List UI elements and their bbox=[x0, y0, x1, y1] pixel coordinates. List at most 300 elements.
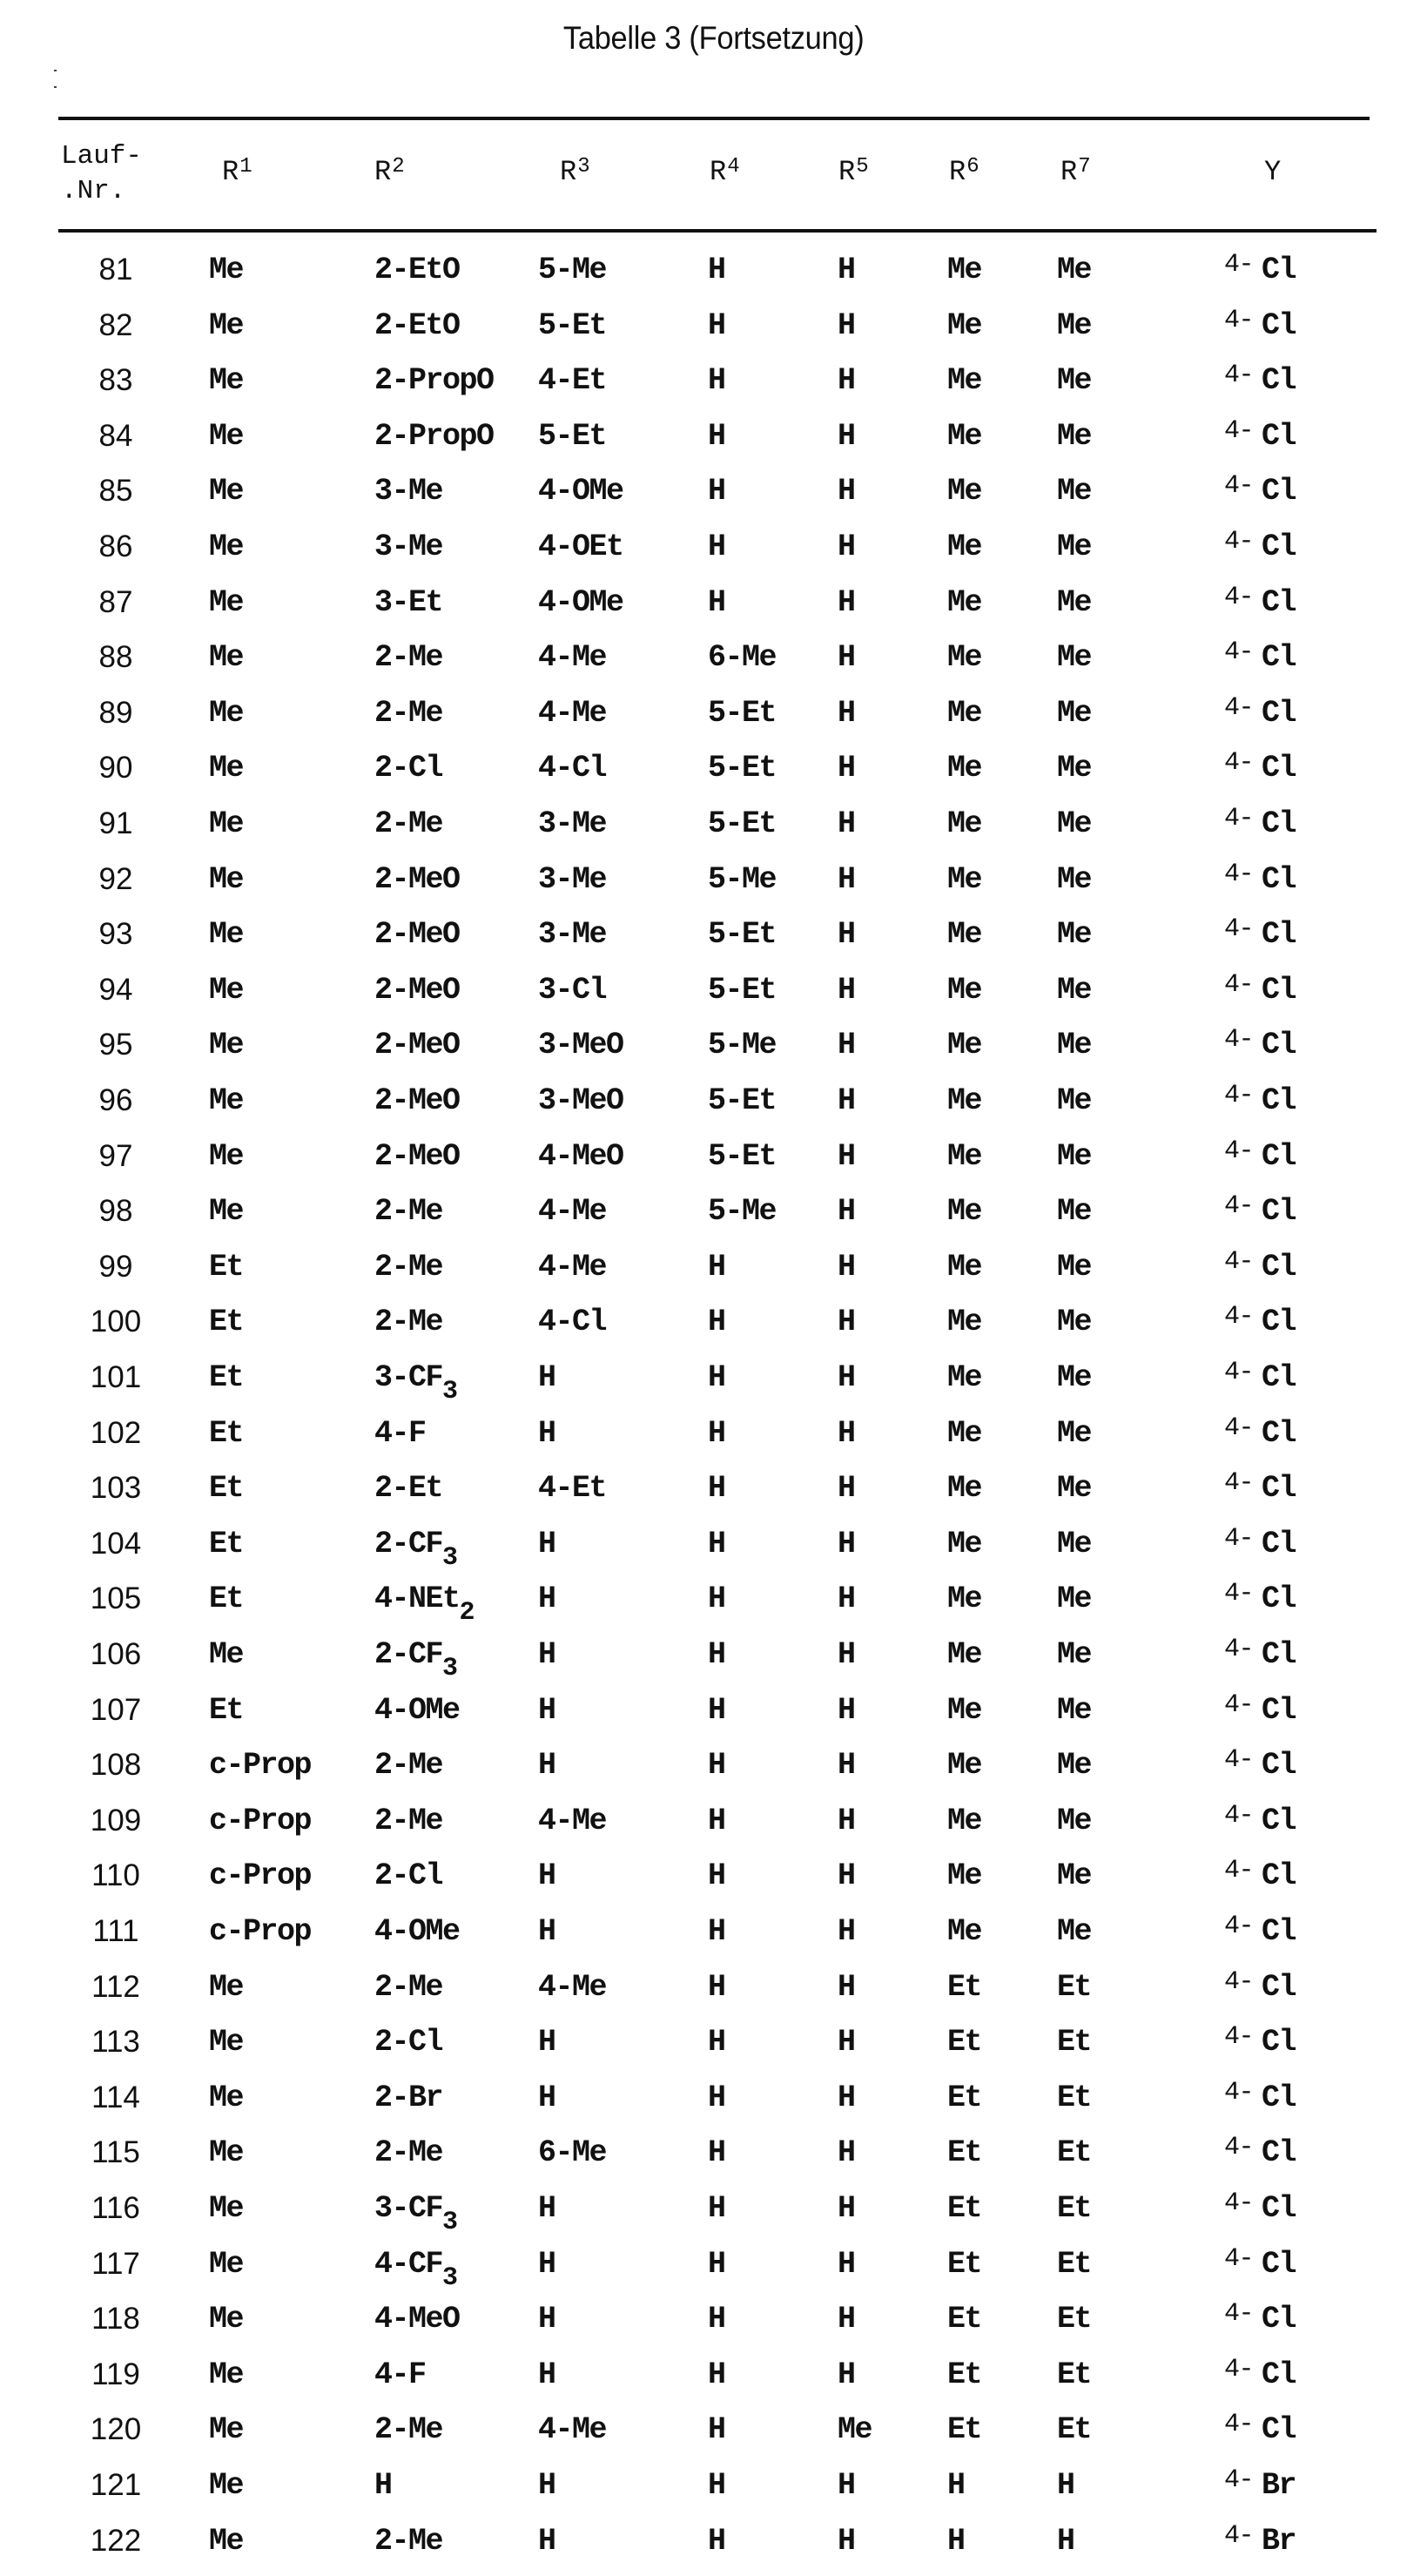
cell-r6 bbox=[947, 640, 981, 675]
cell-text: 120 bbox=[90, 2412, 142, 2446]
cell-text: Me bbox=[947, 253, 982, 287]
cell-r1 bbox=[209, 1858, 311, 1893]
cell-text: Me bbox=[209, 1970, 244, 2005]
cell-r6 bbox=[947, 1139, 981, 1174]
table-row bbox=[0, 1191, 1427, 1246]
cell-text: H bbox=[838, 2357, 855, 2392]
cell-run-number bbox=[81, 806, 151, 841]
header-r2: $R^2$ bbox=[374, 155, 405, 188]
cell-r3 bbox=[538, 1804, 606, 1838]
cell-text: Me bbox=[1057, 308, 1092, 343]
cell-text: 115 bbox=[91, 2135, 140, 2169]
cell-text: Et bbox=[947, 2357, 982, 2392]
table-row bbox=[0, 363, 1427, 415]
cell-run-number bbox=[81, 2357, 151, 2392]
header-r5: $R^5$ bbox=[838, 155, 869, 188]
cell-text: 5-Et bbox=[708, 806, 777, 841]
cell-text: Et bbox=[1057, 1970, 1092, 2005]
table-row bbox=[0, 2244, 1427, 2299]
cell-r6 bbox=[947, 2247, 981, 2282]
cell-r7 bbox=[1057, 474, 1091, 509]
cell-text: Me bbox=[1057, 1581, 1092, 1616]
cell-r3 bbox=[538, 2135, 606, 2170]
y-position: 4- bbox=[1224, 306, 1254, 335]
cell-r4 bbox=[708, 1028, 776, 1062]
cell-text: Me bbox=[209, 2191, 244, 2226]
cell-text: H bbox=[708, 1858, 725, 1893]
cell-text: 97 bbox=[98, 1139, 133, 1173]
cell-r4 bbox=[708, 2524, 725, 2559]
cell-r2 bbox=[374, 1305, 442, 1339]
cell-r4 bbox=[708, 1250, 725, 1285]
cell-r6 bbox=[947, 1693, 981, 1728]
cell-text: Me bbox=[1057, 1305, 1092, 1339]
cell-text: Et bbox=[209, 1527, 244, 1561]
cell-text: 5-Me bbox=[708, 1028, 777, 1062]
cell-r4 bbox=[708, 1637, 725, 1672]
cell-r6 bbox=[947, 308, 981, 343]
cell-text: 3-Me bbox=[538, 862, 607, 897]
table-row bbox=[0, 1302, 1427, 1357]
cell-r1 bbox=[209, 253, 243, 287]
cell-text: 4-F bbox=[374, 1416, 426, 1451]
cell-text: H bbox=[838, 1804, 855, 1838]
table-row bbox=[0, 2299, 1427, 2354]
cell-r5 bbox=[838, 474, 855, 509]
cell-text: 2-EtO bbox=[374, 308, 460, 343]
cell-r5 bbox=[838, 806, 855, 841]
cell-r4 bbox=[708, 917, 776, 952]
cell-text: H bbox=[838, 2080, 855, 2115]
cell-y bbox=[1224, 2299, 1296, 2338]
cell-text: H bbox=[838, 585, 855, 620]
cell-text: 2-Me bbox=[374, 1748, 443, 1783]
cell-y bbox=[1224, 748, 1296, 787]
cell-text: 102 bbox=[90, 1416, 142, 1450]
cell-text: Me bbox=[1057, 696, 1092, 731]
cell-r6 bbox=[947, 2468, 965, 2503]
y-position: 4- bbox=[1224, 1468, 1254, 1498]
cell-y bbox=[1224, 2244, 1296, 2283]
cell-r1 bbox=[209, 2191, 243, 2226]
cell-text: Et bbox=[1057, 2412, 1092, 2447]
cell-text: 5-Et bbox=[708, 1083, 777, 1118]
y-substituent: Cl bbox=[1262, 973, 1296, 1008]
cell-r7 bbox=[1057, 585, 1091, 620]
cell-r1 bbox=[209, 585, 243, 620]
cell-text: 84 bbox=[98, 419, 133, 453]
y-substituent: Cl bbox=[1262, 1581, 1296, 1616]
cell-text: Me bbox=[1057, 1083, 1092, 1118]
table-title: Tabelle 3 (Fortsetzung) bbox=[562, 20, 865, 56]
cell-r4 bbox=[708, 1305, 725, 1339]
cell-text: H bbox=[838, 253, 855, 287]
cell-r3 bbox=[538, 1748, 555, 1783]
cell-text: H bbox=[838, 1305, 855, 1339]
cell-text: 105 bbox=[90, 1581, 142, 1615]
cell-r5 bbox=[838, 973, 855, 1008]
cell-r7 bbox=[1057, 308, 1091, 343]
cell-text: H bbox=[708, 1305, 725, 1339]
cell-run-number bbox=[81, 419, 151, 454]
cell-run-number bbox=[81, 1194, 151, 1229]
cell-r4 bbox=[708, 2191, 725, 2226]
cell-text: Me bbox=[1057, 1139, 1092, 1174]
cell-r1 bbox=[209, 2357, 243, 2392]
cell-r3 bbox=[538, 751, 606, 786]
cell-text: Me bbox=[209, 1637, 244, 1672]
cell-r1 bbox=[209, 1471, 243, 1506]
cell-text: Me bbox=[947, 1360, 982, 1395]
cell-text: 89 bbox=[98, 696, 133, 730]
cell-r7 bbox=[1057, 917, 1091, 952]
cell-text: 4-Cl bbox=[538, 751, 607, 786]
cell-text: Me bbox=[209, 308, 244, 343]
cell-r5 bbox=[838, 751, 855, 786]
cell-text: H bbox=[838, 308, 855, 343]
cell-text: H bbox=[838, 1858, 855, 1893]
cell-y bbox=[1224, 637, 1296, 677]
cell-text: 87 bbox=[98, 585, 133, 619]
cell-r7 bbox=[1057, 1804, 1091, 1838]
cell-r5 bbox=[838, 2468, 855, 2503]
cell-r1 bbox=[209, 1693, 243, 1728]
cell-text: 107 bbox=[90, 1693, 142, 1727]
cell-r3 bbox=[538, 1194, 606, 1229]
cell-r5 bbox=[838, 640, 855, 675]
cell-text: 106 bbox=[90, 1637, 142, 1671]
cell-r5 bbox=[838, 2524, 855, 2559]
cell-text: H bbox=[708, 1748, 725, 1783]
cell-text: Et bbox=[947, 2191, 982, 2226]
cell-text: 111 bbox=[92, 1914, 139, 1948]
cell-text: Me bbox=[209, 2025, 244, 2060]
cell-r7 bbox=[1057, 973, 1091, 1008]
cell-text: Me bbox=[209, 917, 244, 952]
cell-text: 82 bbox=[98, 308, 133, 342]
table-row bbox=[0, 1413, 1427, 1468]
cell-r7 bbox=[1057, 2302, 1091, 2337]
y-substituent: Cl bbox=[1262, 1305, 1296, 1339]
table-row bbox=[0, 637, 1427, 692]
y-position: 4- bbox=[1224, 693, 1254, 723]
cell-text: 112 bbox=[91, 1970, 140, 2004]
cell-text: H bbox=[538, 2357, 555, 2392]
cell-text: H bbox=[838, 2468, 855, 2503]
cell-text: 81 bbox=[98, 253, 133, 287]
cell-r1 bbox=[209, 973, 243, 1008]
y-substituent: Br bbox=[1262, 2524, 1296, 2559]
cell-text: H bbox=[374, 2468, 392, 2503]
cell-text: 104 bbox=[90, 1527, 142, 1561]
cell-text: H bbox=[838, 1250, 855, 1285]
header-r6: $R^6$ bbox=[949, 155, 979, 188]
cell-r3 bbox=[538, 862, 606, 897]
cell-text: H bbox=[708, 1360, 725, 1395]
y-substituent: Br bbox=[1262, 2468, 1296, 2503]
cell-run-number bbox=[81, 1527, 151, 1561]
cell-text: 86 bbox=[98, 529, 133, 563]
cell-r2 bbox=[374, 917, 460, 952]
cell-text: Me bbox=[947, 1139, 982, 1174]
cell-r5 bbox=[838, 1194, 855, 1229]
cell-text: H bbox=[838, 2247, 855, 2282]
cell-r7 bbox=[1057, 1250, 1091, 1285]
cell-text: Me bbox=[209, 253, 244, 287]
y-position: 4- bbox=[1224, 2355, 1254, 2384]
cell-text: Me bbox=[1057, 529, 1092, 564]
cell-text: 4-MeO bbox=[538, 1139, 623, 1174]
cell-r6 bbox=[947, 2524, 965, 2559]
cell-text: H bbox=[708, 253, 725, 287]
cell-text: 113 bbox=[91, 2025, 140, 2059]
cell-text: H bbox=[838, 1527, 855, 1561]
cell-text: Et bbox=[209, 1471, 244, 1506]
cell-r7 bbox=[1057, 1139, 1091, 1174]
cell-text: 2-PropO bbox=[374, 363, 494, 398]
cell-run-number bbox=[81, 308, 151, 343]
cell-text: Me bbox=[209, 973, 244, 1008]
table-row bbox=[0, 1468, 1427, 1523]
cell-text: Et bbox=[947, 2135, 982, 2170]
y-position: 4- bbox=[1224, 2299, 1254, 2329]
cell-r4 bbox=[708, 585, 725, 620]
cell-run-number bbox=[81, 862, 151, 897]
cell-text: c-Prop bbox=[209, 1748, 312, 1783]
table-row bbox=[0, 1581, 1427, 1634]
cell-text: H bbox=[708, 1581, 725, 1616]
cell-text: 83 bbox=[98, 363, 133, 397]
cell-r5 bbox=[838, 1305, 855, 1339]
cell-r3 bbox=[538, 1914, 555, 1949]
y-position: 4- bbox=[1224, 2465, 1254, 2495]
cell-r2 bbox=[374, 1637, 457, 1683]
cell-text: Me bbox=[1057, 1804, 1092, 1838]
cell-text: Et bbox=[1057, 2302, 1092, 2337]
cell-y bbox=[1224, 862, 1296, 899]
cell-r7 bbox=[1057, 1637, 1091, 1672]
cell-r7 bbox=[1057, 806, 1091, 841]
table-row bbox=[0, 1083, 1427, 1136]
cell-text: 6-Me bbox=[708, 640, 777, 675]
table-row bbox=[0, 2022, 1427, 2077]
cell-r7 bbox=[1057, 1693, 1091, 1728]
cell-text: Me bbox=[947, 529, 982, 564]
cell-r3 bbox=[538, 2247, 555, 2282]
cell-r2 bbox=[374, 419, 494, 454]
cell-r2 bbox=[374, 1527, 457, 1573]
cell-r5 bbox=[838, 1748, 855, 1783]
cell-r4 bbox=[708, 1970, 725, 2005]
table-row bbox=[0, 1524, 1427, 1579]
cell-text: H bbox=[708, 2135, 725, 2170]
cell-text: H bbox=[708, 2025, 725, 2060]
cell-text: H bbox=[708, 308, 725, 343]
cell-y bbox=[1224, 1858, 1296, 1895]
cell-text: c-Prop bbox=[209, 1914, 312, 1949]
cell-r1 bbox=[209, 1748, 311, 1783]
cell-text: 122 bbox=[90, 2524, 142, 2558]
cell-y bbox=[1224, 970, 1296, 1009]
cell-r4 bbox=[708, 1416, 725, 1451]
cell-text: H bbox=[838, 1028, 855, 1062]
y-position: 4- bbox=[1224, 1302, 1254, 1332]
cell-text: Me bbox=[209, 585, 244, 620]
cell-text: H bbox=[708, 1416, 725, 1451]
cell-text: 2-Et bbox=[374, 1471, 443, 1506]
cell-text: 2-Me bbox=[374, 696, 443, 731]
cell-run-number bbox=[81, 1028, 151, 1062]
y-substituent: Cl bbox=[1262, 1970, 1296, 2005]
cell-text: 4-Me bbox=[538, 1804, 607, 1838]
cell-r1 bbox=[209, 917, 243, 952]
cell-text: 3-Et bbox=[374, 585, 443, 620]
cell-y bbox=[1224, 2465, 1296, 2505]
cell-r4 bbox=[708, 1194, 776, 1229]
cell-r3 bbox=[538, 308, 606, 343]
cell-text: H bbox=[708, 474, 725, 509]
cell-r6 bbox=[947, 1637, 981, 1672]
cell-text: H bbox=[1057, 2468, 1074, 2503]
cell-r2 bbox=[374, 308, 460, 343]
cell-r2 bbox=[374, 2135, 442, 2170]
cell-text: H bbox=[708, 363, 725, 398]
cell-text: Me bbox=[1057, 1028, 1092, 1062]
cell-r6 bbox=[947, 1804, 981, 1838]
cell-run-number bbox=[81, 253, 151, 287]
cell-r4 bbox=[708, 751, 776, 786]
cell-r4 bbox=[708, 1581, 725, 1616]
cell-r5 bbox=[838, 1581, 855, 1616]
cell-text: 2-Cl bbox=[374, 751, 443, 786]
cell-text: c-Prop bbox=[209, 1858, 312, 1893]
cell-text: H bbox=[538, 1360, 555, 1395]
cell-r7 bbox=[1057, 529, 1091, 564]
subscript: 3 bbox=[442, 1654, 457, 1683]
cell-text: H bbox=[838, 1139, 855, 1174]
y-position: 4- bbox=[1224, 583, 1254, 612]
cell-r7 bbox=[1057, 2524, 1074, 2559]
cell-text: 4-Me bbox=[538, 1250, 607, 1285]
cell-r5 bbox=[838, 308, 855, 343]
table-row bbox=[0, 1801, 1427, 1856]
y-substituent: Cl bbox=[1262, 1028, 1296, 1062]
table-row bbox=[0, 1136, 1427, 1191]
y-substituent: Cl bbox=[1262, 1194, 1296, 1229]
y-position: 4- bbox=[1224, 1635, 1254, 1664]
cell-r1 bbox=[209, 363, 243, 398]
cell-text: 2-PropO bbox=[374, 419, 494, 454]
y-position: 4- bbox=[1224, 361, 1254, 390]
subscript: 2 bbox=[459, 1598, 475, 1628]
cell-text: H bbox=[538, 2191, 555, 2226]
cell-text: 4-Et bbox=[538, 363, 607, 398]
cell-text: 2-MeO bbox=[374, 1028, 460, 1062]
cell-r4 bbox=[708, 419, 725, 454]
y-position: 4- bbox=[1224, 416, 1254, 446]
cell-text: 3-CF bbox=[374, 2191, 443, 2226]
cell-text: H bbox=[708, 2080, 725, 2115]
cell-text: 5-Et bbox=[708, 696, 777, 731]
cell-text: Me bbox=[209, 1194, 244, 1229]
cell-r1 bbox=[209, 1194, 243, 1229]
cell-run-number bbox=[81, 474, 151, 509]
cell-r5 bbox=[838, 1970, 855, 2005]
table-row bbox=[0, 2521, 1427, 2576]
cell-r3 bbox=[538, 2412, 606, 2447]
cell-r3 bbox=[538, 1305, 606, 1339]
cell-text: H bbox=[947, 2524, 965, 2559]
cell-r6 bbox=[947, 2025, 981, 2060]
y-substituent: Cl bbox=[1262, 751, 1296, 786]
table-row bbox=[0, 529, 1427, 582]
cell-r5 bbox=[838, 1471, 855, 1506]
cell-r2 bbox=[374, 2191, 457, 2237]
cell-text: Me bbox=[209, 2357, 244, 2392]
cell-r5 bbox=[838, 1416, 855, 1451]
cell-r4 bbox=[708, 2412, 725, 2447]
cell-r6 bbox=[947, 1028, 981, 1062]
cell-text: Me bbox=[209, 2468, 244, 2503]
cell-text: H bbox=[538, 2302, 555, 2337]
cell-r5 bbox=[838, 2080, 855, 2115]
cell-r3 bbox=[538, 973, 606, 1008]
cell-text: 2-Cl bbox=[374, 2025, 443, 2060]
cell-text: H bbox=[838, 1693, 855, 1728]
cell-run-number bbox=[81, 973, 151, 1008]
table-row bbox=[0, 2357, 1427, 2410]
cell-r2 bbox=[374, 973, 460, 1008]
cell-r5 bbox=[838, 1804, 855, 1838]
cell-r3 bbox=[538, 1637, 555, 1672]
cell-text: 2-MeO bbox=[374, 917, 460, 952]
cell-text: Me bbox=[1057, 419, 1092, 454]
subscript: 3 bbox=[442, 1377, 457, 1406]
subscript: 3 bbox=[442, 2263, 457, 2293]
cell-r5 bbox=[838, 1028, 855, 1062]
cell-r7 bbox=[1057, 1416, 1091, 1451]
cell-text: Me bbox=[1057, 1748, 1092, 1783]
cell-r7 bbox=[1057, 1748, 1091, 1783]
cell-r1 bbox=[209, 1139, 243, 1174]
cell-text: Me bbox=[1057, 1416, 1092, 1451]
y-position: 4- bbox=[1224, 2022, 1254, 2052]
cell-text: 85 bbox=[98, 474, 133, 508]
table-row bbox=[0, 806, 1427, 859]
y-position: 4- bbox=[1224, 748, 1254, 778]
cell-text: 4-OMe bbox=[374, 1693, 460, 1728]
cell-text: 4-F bbox=[374, 2357, 426, 2392]
cell-text: 2-CF bbox=[374, 1527, 443, 1561]
cell-text: Me bbox=[947, 1083, 982, 1118]
cell-r2 bbox=[374, 253, 460, 287]
table-row bbox=[0, 1690, 1427, 1745]
y-substituent: Cl bbox=[1262, 917, 1296, 952]
cell-r7 bbox=[1057, 1194, 1091, 1229]
cell-text: Me bbox=[1057, 585, 1092, 620]
cell-text: H bbox=[708, 585, 725, 620]
cell-text: 5-Me bbox=[538, 253, 607, 287]
cell-r1 bbox=[209, 1083, 243, 1118]
cell-text: H bbox=[708, 2191, 725, 2226]
cell-r3 bbox=[538, 1028, 623, 1062]
cell-y bbox=[1224, 914, 1296, 954]
cell-run-number bbox=[81, 1858, 151, 1893]
cell-text: 103 bbox=[90, 1471, 142, 1505]
y-position: 4- bbox=[1224, 1801, 1254, 1831]
cell-text: Me bbox=[1057, 1194, 1092, 1229]
table-row bbox=[0, 2135, 1427, 2188]
